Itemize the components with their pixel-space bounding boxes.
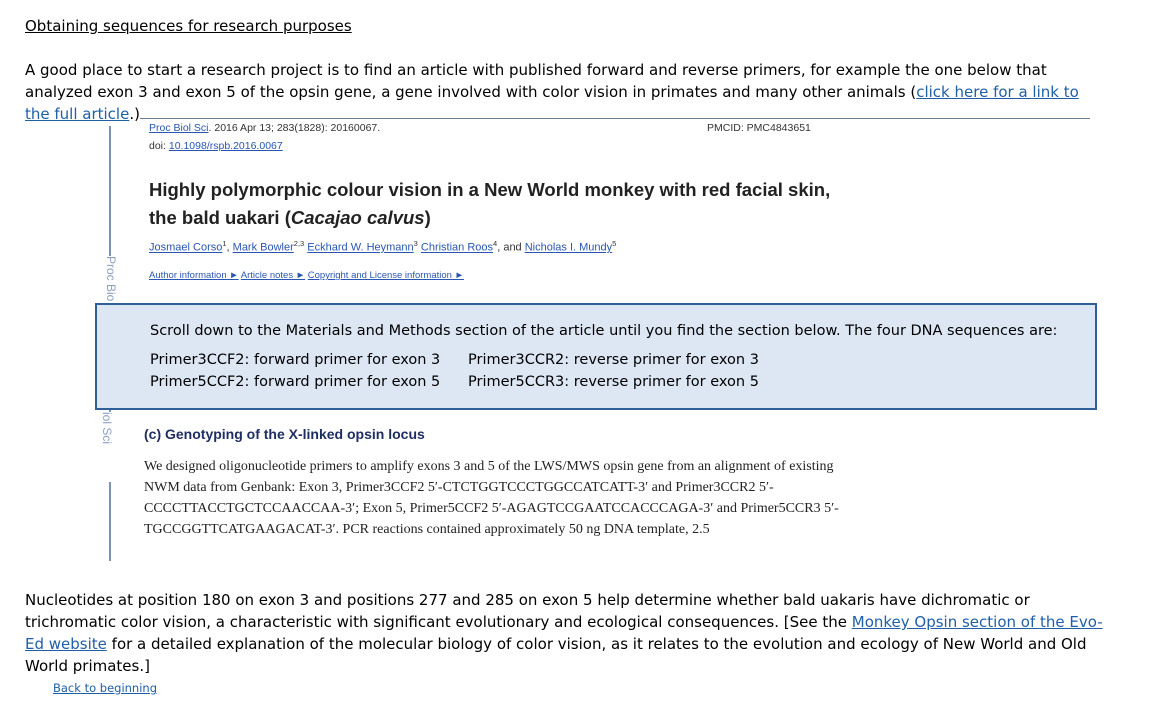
- author-link[interactable]: Eckhard W. Heymann: [307, 241, 414, 254]
- intro-text: A good place to start a research project is to find an article with published forward and reverse primers, for example the one below that analyzed exon 3 and exon 5 of the opsin gene, a gene involved with color vision in primates and many other animals (: [25, 61, 1047, 101]
- evo-ed-link[interactable]: Monkey Opsin section of the Evo-Ed website: [25, 613, 1103, 653]
- author-information-link[interactable]: Author information ►: [149, 270, 239, 281]
- article-title: [149, 176, 849, 232]
- article-top-rule: [140, 118, 1090, 119]
- article-doi: [149, 140, 283, 152]
- article-citation: [149, 122, 380, 134]
- methods-section-title: (c) Genotyping of the X-linked opsin locus: [144, 426, 425, 442]
- callout-instruction: Scroll down to the Materials and Methods section of the article until you find the section below. The four DNA sequences are:: [150, 323, 1058, 339]
- primer-item: Primer5CCF2: forward primer for exon 5: [150, 374, 441, 390]
- doi-label: doi:: [149, 140, 169, 152]
- primer-item: Primer3CCR2: reverse primer for exon 3: [468, 352, 759, 368]
- author-affiliation: 2,3: [293, 239, 305, 248]
- page-heading: Obtaining sequences for research purposes: [25, 17, 352, 35]
- title-part-a: Highly polymorphic colour vision in a New World monkey with red facial skin, the bald uakari (: [149, 179, 831, 228]
- doi-link[interactable]: 10.1098/rspb.2016.0067: [168, 140, 283, 152]
- copyright-link[interactable]: Copyright and License information ►: [307, 270, 464, 281]
- author-affiliation: 1: [222, 239, 227, 248]
- title-species: Cacajao calvus: [290, 207, 425, 228]
- side-label-top: Proc Bio: [104, 256, 118, 316]
- author-link[interactable]: Mark Bowler: [232, 241, 294, 254]
- article-notes-link[interactable]: Article notes ►: [240, 270, 306, 281]
- authors-and: and: [500, 241, 525, 254]
- methods-section-body: We designed oligonucleotide primers to amplify exons 3 and 5 of the LWS/MWS opsin gene from an alignment of existing NWM data from Genbank: Exon 3, Primer3CCF2 5′-CTCTGGTCCCTGGCCATCATT-3′ and Primer3CCR2 5′-CCCCTTACCTGCTCCAACCAA-3′; Exon 5, Primer5CCF2 5′-AGAGTCCGAATCCACCCAGA-3′ and Primer5CCR3 5′-TGCCGGTTCATGAAGACAT-3′. PCR reactions contained approximately 50 ng DNA template, 2.5: [144, 459, 839, 537]
- outro-text: Nucleotides at position 180 on exon 3 and positions 277 and 285 on exon 5 help determine whether bald uakaris have dichromatic or trichromatic color vision, a characteristic with significant evolutionary and ecological consequences. [See the: [25, 591, 1030, 631]
- citation-text: . 2016 Apr 13; 283(1828): 20160067.: [208, 122, 381, 134]
- outro-paragraph: [25, 589, 1105, 677]
- author-link[interactable]: Nicholas I. Mundy: [524, 241, 613, 254]
- primer-item: Primer5CCR3: reverse primer for exon 5: [468, 374, 759, 390]
- article-info-links: [149, 270, 464, 281]
- intro-tail: .): [129, 105, 140, 123]
- author-link[interactable]: Christian Roos: [420, 241, 494, 254]
- author-affiliation: 5: [612, 239, 617, 248]
- author-affiliation: 3: [413, 239, 418, 248]
- outro-tail: for a detailed explanation of the molecular biology of color vision, as it relates to the evolution and ecology of New World and Old World primates.]: [25, 635, 1087, 675]
- article-pmcid: PMCID: PMC4843651: [707, 122, 811, 134]
- title-part-b: ): [424, 207, 431, 228]
- author-link[interactable]: Josmael Corso: [149, 241, 223, 254]
- author-list: Josmael Corso$^1$, Mark Bowler$^{2,3}$ Eckhard W. Heymann$^3$ Christian Roos$^4$, and Nicholas I. Mundy$^5$: [149, 239, 617, 254]
- primer-callout-box: [95, 303, 1097, 410]
- author-affiliation: 4: [493, 239, 498, 248]
- back-to-beginning-link[interactable]: Back to beginning: [53, 681, 158, 695]
- primer-item: Primer3CCF2: forward primer for exon 3: [150, 352, 441, 368]
- side-label-bottom: iol Sci: [100, 412, 114, 482]
- journal-link[interactable]: Proc Biol Sci: [149, 122, 209, 134]
- full-article-link[interactable]: click here for a link to the full article: [25, 83, 1079, 123]
